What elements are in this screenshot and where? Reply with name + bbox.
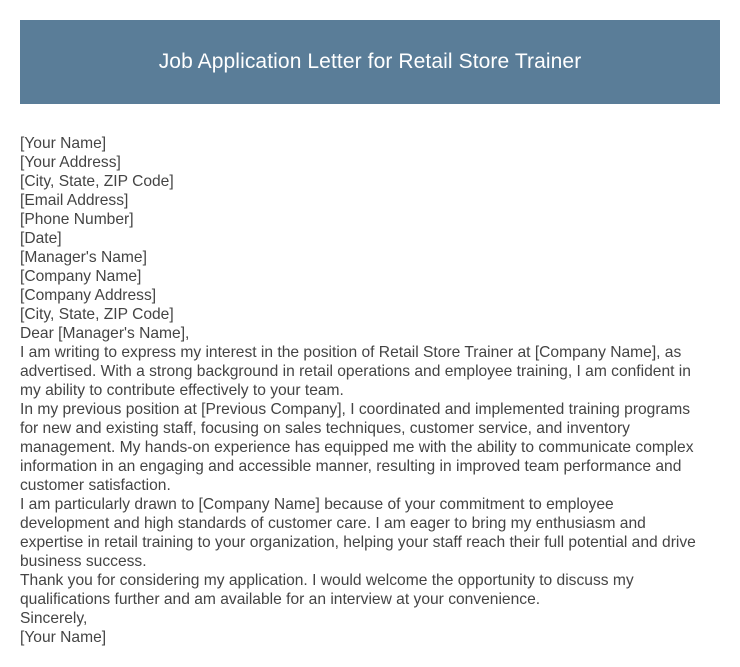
sender-email: [Email Address] xyxy=(20,192,129,209)
letter-date: [Date] xyxy=(20,230,62,247)
paragraph-line: for new and existing staff, focusing on sales techniques, customer service, and inventory xyxy=(20,420,630,437)
paragraph-line: advertised. With a strong background in retail operations and employee training, I am confident in xyxy=(20,363,691,380)
paragraph-line: my ability to contribute effectively to your team. xyxy=(20,382,344,399)
paragraph-line: In my previous position at [Previous Company], I coordinated and implemented training programs xyxy=(20,401,691,418)
paragraph-line: I am particularly drawn to [Company Name] because of your commitment to employee xyxy=(20,496,614,513)
complimentary-close: Sincerely, xyxy=(20,610,88,627)
paragraph-line: Thank you for considering my application. I would welcome the opportunity to discuss my xyxy=(20,572,634,589)
sender-address: [Your Address] xyxy=(20,154,121,171)
paragraph-line: information in an engaging and accessible manner, resulting in improved team performance and xyxy=(20,458,682,475)
sender-phone: [Phone Number] xyxy=(20,211,134,228)
paragraph-line: I am writing to express my interest in the position of Retail Store Trainer at [Company Name], as xyxy=(20,344,682,361)
letter-title-banner xyxy=(20,20,720,104)
paragraph-line: expertise in retail training to your organization, helping your staff reach their full potential and drive xyxy=(20,534,696,551)
recipient-company-name: [Company Name] xyxy=(20,268,142,285)
signature-name: [Your Name] xyxy=(20,629,107,646)
paragraph-closing xyxy=(20,571,720,609)
recipient-city-state-zip: [City, State, ZIP Code] xyxy=(20,306,174,323)
salutation: Dear [Manager's Name], xyxy=(20,325,190,342)
paragraph-line: qualifications further and am available for an interview at your convenience. xyxy=(20,591,541,608)
letter-body xyxy=(20,134,720,647)
sender-name: [Your Name] xyxy=(20,135,107,152)
recipient-company-address: [Company Address] xyxy=(20,287,157,304)
paragraph-experience xyxy=(20,400,720,495)
paragraph-motivation xyxy=(20,495,720,571)
paragraph-line: business success. xyxy=(20,553,147,570)
letter-title: Job Application Letter for Retail Store Trainer xyxy=(158,50,582,73)
recipient-manager-name: [Manager's Name] xyxy=(20,249,147,266)
paragraph-line: management. My hands-on experience has equipped me with the ability to communicate complex xyxy=(20,439,694,456)
sender-city-state-zip: [City, State, ZIP Code] xyxy=(20,173,174,190)
paragraph-intro xyxy=(20,343,720,400)
paragraph-line: customer satisfaction. xyxy=(20,477,171,494)
paragraph-line: development and high standards of customer care. I am eager to bring my enthusiasm and xyxy=(20,515,646,532)
